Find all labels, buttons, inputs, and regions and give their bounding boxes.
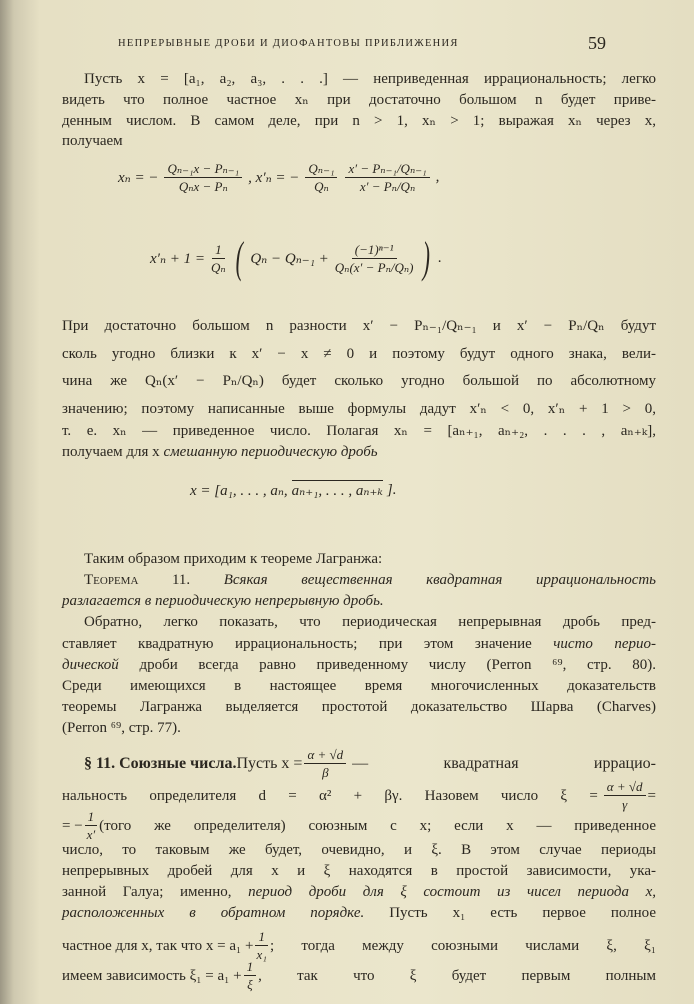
text-line: число, то таковым же будет, очевидно, и ξ. В этом случае периоды: [62, 842, 656, 858]
theorem-cont: разлагается в периодическую непрерывную дробь.: [62, 593, 384, 609]
text-line: получаем: [62, 133, 123, 149]
text-line: имеем зависимость ξ₁ = a₁ + $\frac{1}{\xi}$ , так что ξ будет первым полным: [62, 959, 656, 992]
italic-term: смешанную периодическую дробь: [163, 444, 378, 460]
text-line: ставляет квадратную иррациональность; при этом значение чисто перио-: [62, 636, 656, 652]
text-line: = − $\frac{1}{x'}$ (того же определителя) союзным с x; если x — приведенное: [62, 809, 656, 842]
theorem: Теорема 11. Всякая вещественная квадратная иррациональность: [84, 572, 657, 588]
text-line: частное для x, так что x = a₁ + $\frac{1}{\text{x₁}}$ ; тогда между союзными числами ξ, ξ₁: [62, 929, 656, 962]
section-heading: § 11. Союзные числа. Пусть x = $\frac{\alpha + √d}{\beta}$ — квадратная иррацио-: [84, 747, 656, 780]
text-line: видеть что полное частное xₙ при достаточно большом n будет приве-: [62, 92, 656, 108]
text-line: т. е. xₙ — приведенное число. Полагая xₙ = [aₙ₊₁, aₙ₊₂, . . . , aₙ₊ₖ],: [62, 423, 656, 439]
text-line: чина же Qₙ(x′ − Pₙ/Qₙ) будет сколько угодно большой по абсолютному: [62, 373, 656, 389]
text-line: (Perron ⁶⁹, стр. 77).: [62, 720, 181, 736]
text-line: непрерывных дробей для x и ξ находятся в простой зависимости, ука-: [62, 863, 656, 879]
section-title: § 11. Союзные числа.: [84, 754, 237, 772]
text-line: Среди имеющихся в настоящее время многочисленных доказательств: [62, 678, 656, 694]
formula-periodic: x = [a₁, . . . , aₙ, aₙ₊₁, . . . , aₙ₊ₖ ].: [190, 481, 397, 499]
formula-xn-prime: x′ₙ + 1 = $\frac{1}{\text{Qₙ}}$ ( Qₙ − Qₙ₋₁ + $\frac{\text{(−1)ⁿ⁻¹}}{\text{Qₙ(x′ − Pₙ/Qₙ)}}$ ) .: [150, 233, 442, 282]
text-line: При достаточно большом n разности x′ − Pₙ₋₁/Qₙ₋₁ и x′ − Pₙ/Qₙ будут: [62, 318, 656, 334]
text-line: теоремы Лагранжа выделяется простотой доказательство Шарва (Charves): [62, 699, 656, 715]
formula-xn: xₙ = − Qₙ₋₁x − Pₙ₋₁ Qₙx − Pₙ , x′ₙ = − $\frac{\text{Qₙ₋₁}}{\text{Qₙ}}$ x′ − Pₙ₋₁/Qₙ₋₁ x′ − Pₙ/Qₙ ,: [118, 161, 440, 194]
text-line: Пусть x = [a₁, a₂, a₃, . . .] — неприведенная иррациональность; легко: [84, 71, 656, 87]
text-line: занной Галуа; именно, период дроби для ξ состоит из чисел периода x,: [62, 884, 656, 900]
text-line: денным числом. В самом деле, при n > 1, xₙ > 1; выражая xₙ через x,: [62, 113, 656, 129]
text-line: нальность определителя d = α² + βγ. Назовем число ξ = $\frac{\alpha + √d}{\gamma}$ =: [62, 779, 656, 812]
running-title: НЕПРЕРЫВНЫЕ ДРОБИ И ДИОФАНТОВЫ ПРИБЛИЖЕНИЯ: [118, 38, 459, 49]
page-number: 59: [588, 33, 606, 53]
text-line: сколь угодно близки к x′ − x ≠ 0 и поэтому будут одного знака, вели-: [62, 346, 656, 362]
text-line: Таким образом приходим к теореме Лагранжа:: [84, 551, 383, 567]
text-line: значению; поэтому написанные выше формулы дадут x′ₙ < 0, x′ₙ + 1 > 0,: [62, 401, 656, 417]
text-line: дической дроби всегда равно приведенному числу (Perron ⁶⁹, стр. 80).: [62, 657, 657, 673]
text-line: получаем для x смешанную периодическую дробь: [62, 444, 378, 460]
text-line: Обратно, легко показать, что периодическая непрерывная дробь пред-: [84, 614, 656, 630]
text-line: расположенных в обратном порядке. Пусть x₁ есть первое полное: [62, 905, 657, 921]
